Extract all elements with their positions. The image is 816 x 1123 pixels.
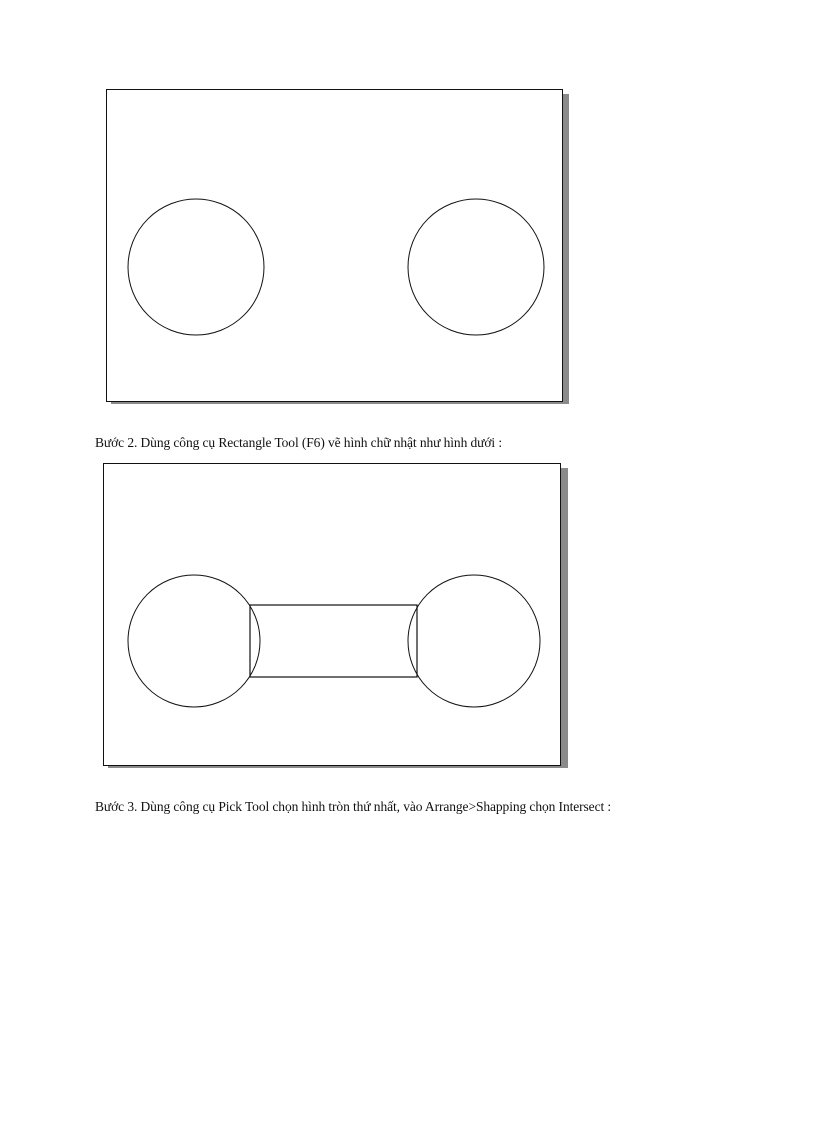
step-2-caption: Bước 2. Dùng công cụ Rectangle Tool (F6) vẽ hình chữ nhật như hình dưới : xyxy=(95,434,502,450)
canvas-frame xyxy=(104,464,561,766)
figure-two-circles xyxy=(106,89,570,405)
step-3-caption: Bước 3. Dùng công cụ Pick Tool chọn hình tròn thứ nhất, vào Arrange>Shapping chọn Intersect : xyxy=(95,798,612,814)
figure-circles-with-rectangle xyxy=(103,463,569,769)
canvas-frame xyxy=(107,90,563,402)
